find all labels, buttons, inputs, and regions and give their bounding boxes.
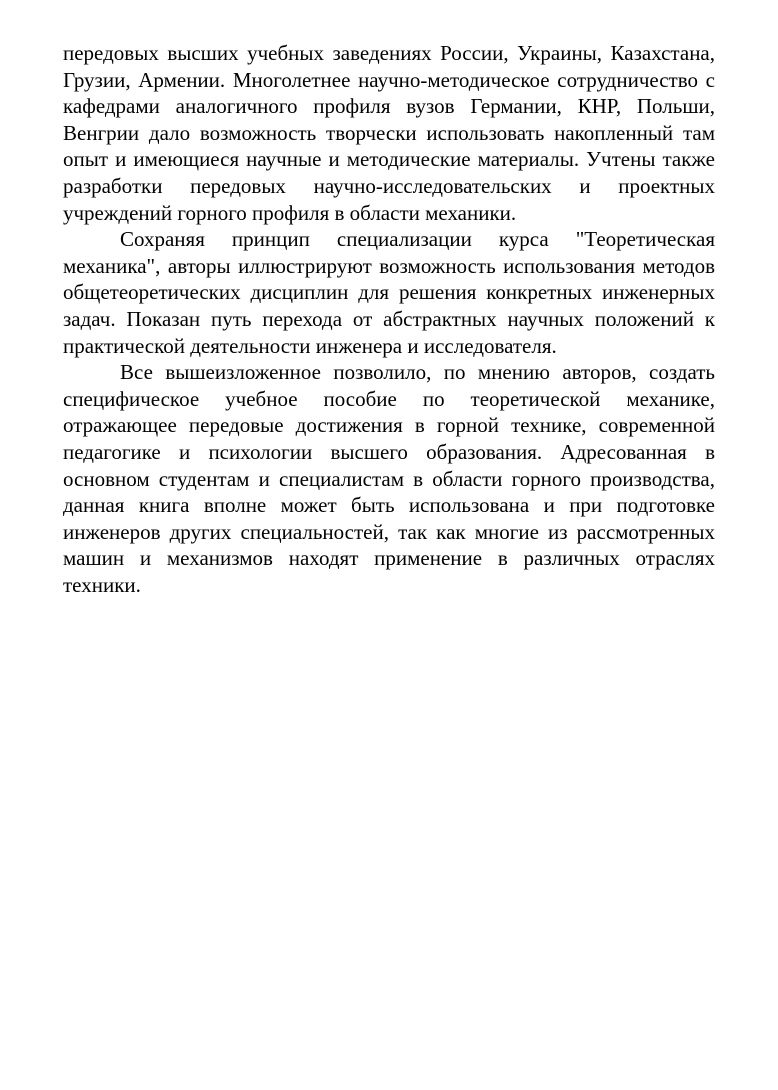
body-text — [63, 40, 715, 598]
paragraph-continuation: передовых высших учебных заведениях России, Украины, Казахстана, Грузии, Армении. Многолетнее научно-методическое сотрудничество с кафедрами аналогичного профиля вузов Германии, КНР, Польши, Венгрии дало возможность творчески использовать накопленный там опыт и имеющиеся научные и методические материалы. Учтены также разработки передовых научно-исследовательских и проектных учреждений горного профиля в области механики. — [63, 41, 715, 225]
paragraph-conclusion: Все вышеизложенное позволило, по мнению авторов, создать специфическое учебное пособие по теоретической механике, отражающее передовые достижения в горной технике, современной педагогике и психологии высшего образования. Адресованная в основном студентам и специалистам в области горного производства, данная книга вполне может быть использована и при подготовке инженеров других специальностей, так как многие из рассмотренных машин и механизмов находят применение в различных отраслях техники. — [63, 360, 715, 597]
paragraph-course-specialization: Сохраняя принцип специализации курса "Теоретическая механика", авторы иллюстрируют возможность использования методов общетеоретических дисциплин для решения конкретных инженерных задач. Показан путь перехода от абстрактных научных положений к практической деятельности инженера и исследователя. — [63, 227, 715, 358]
